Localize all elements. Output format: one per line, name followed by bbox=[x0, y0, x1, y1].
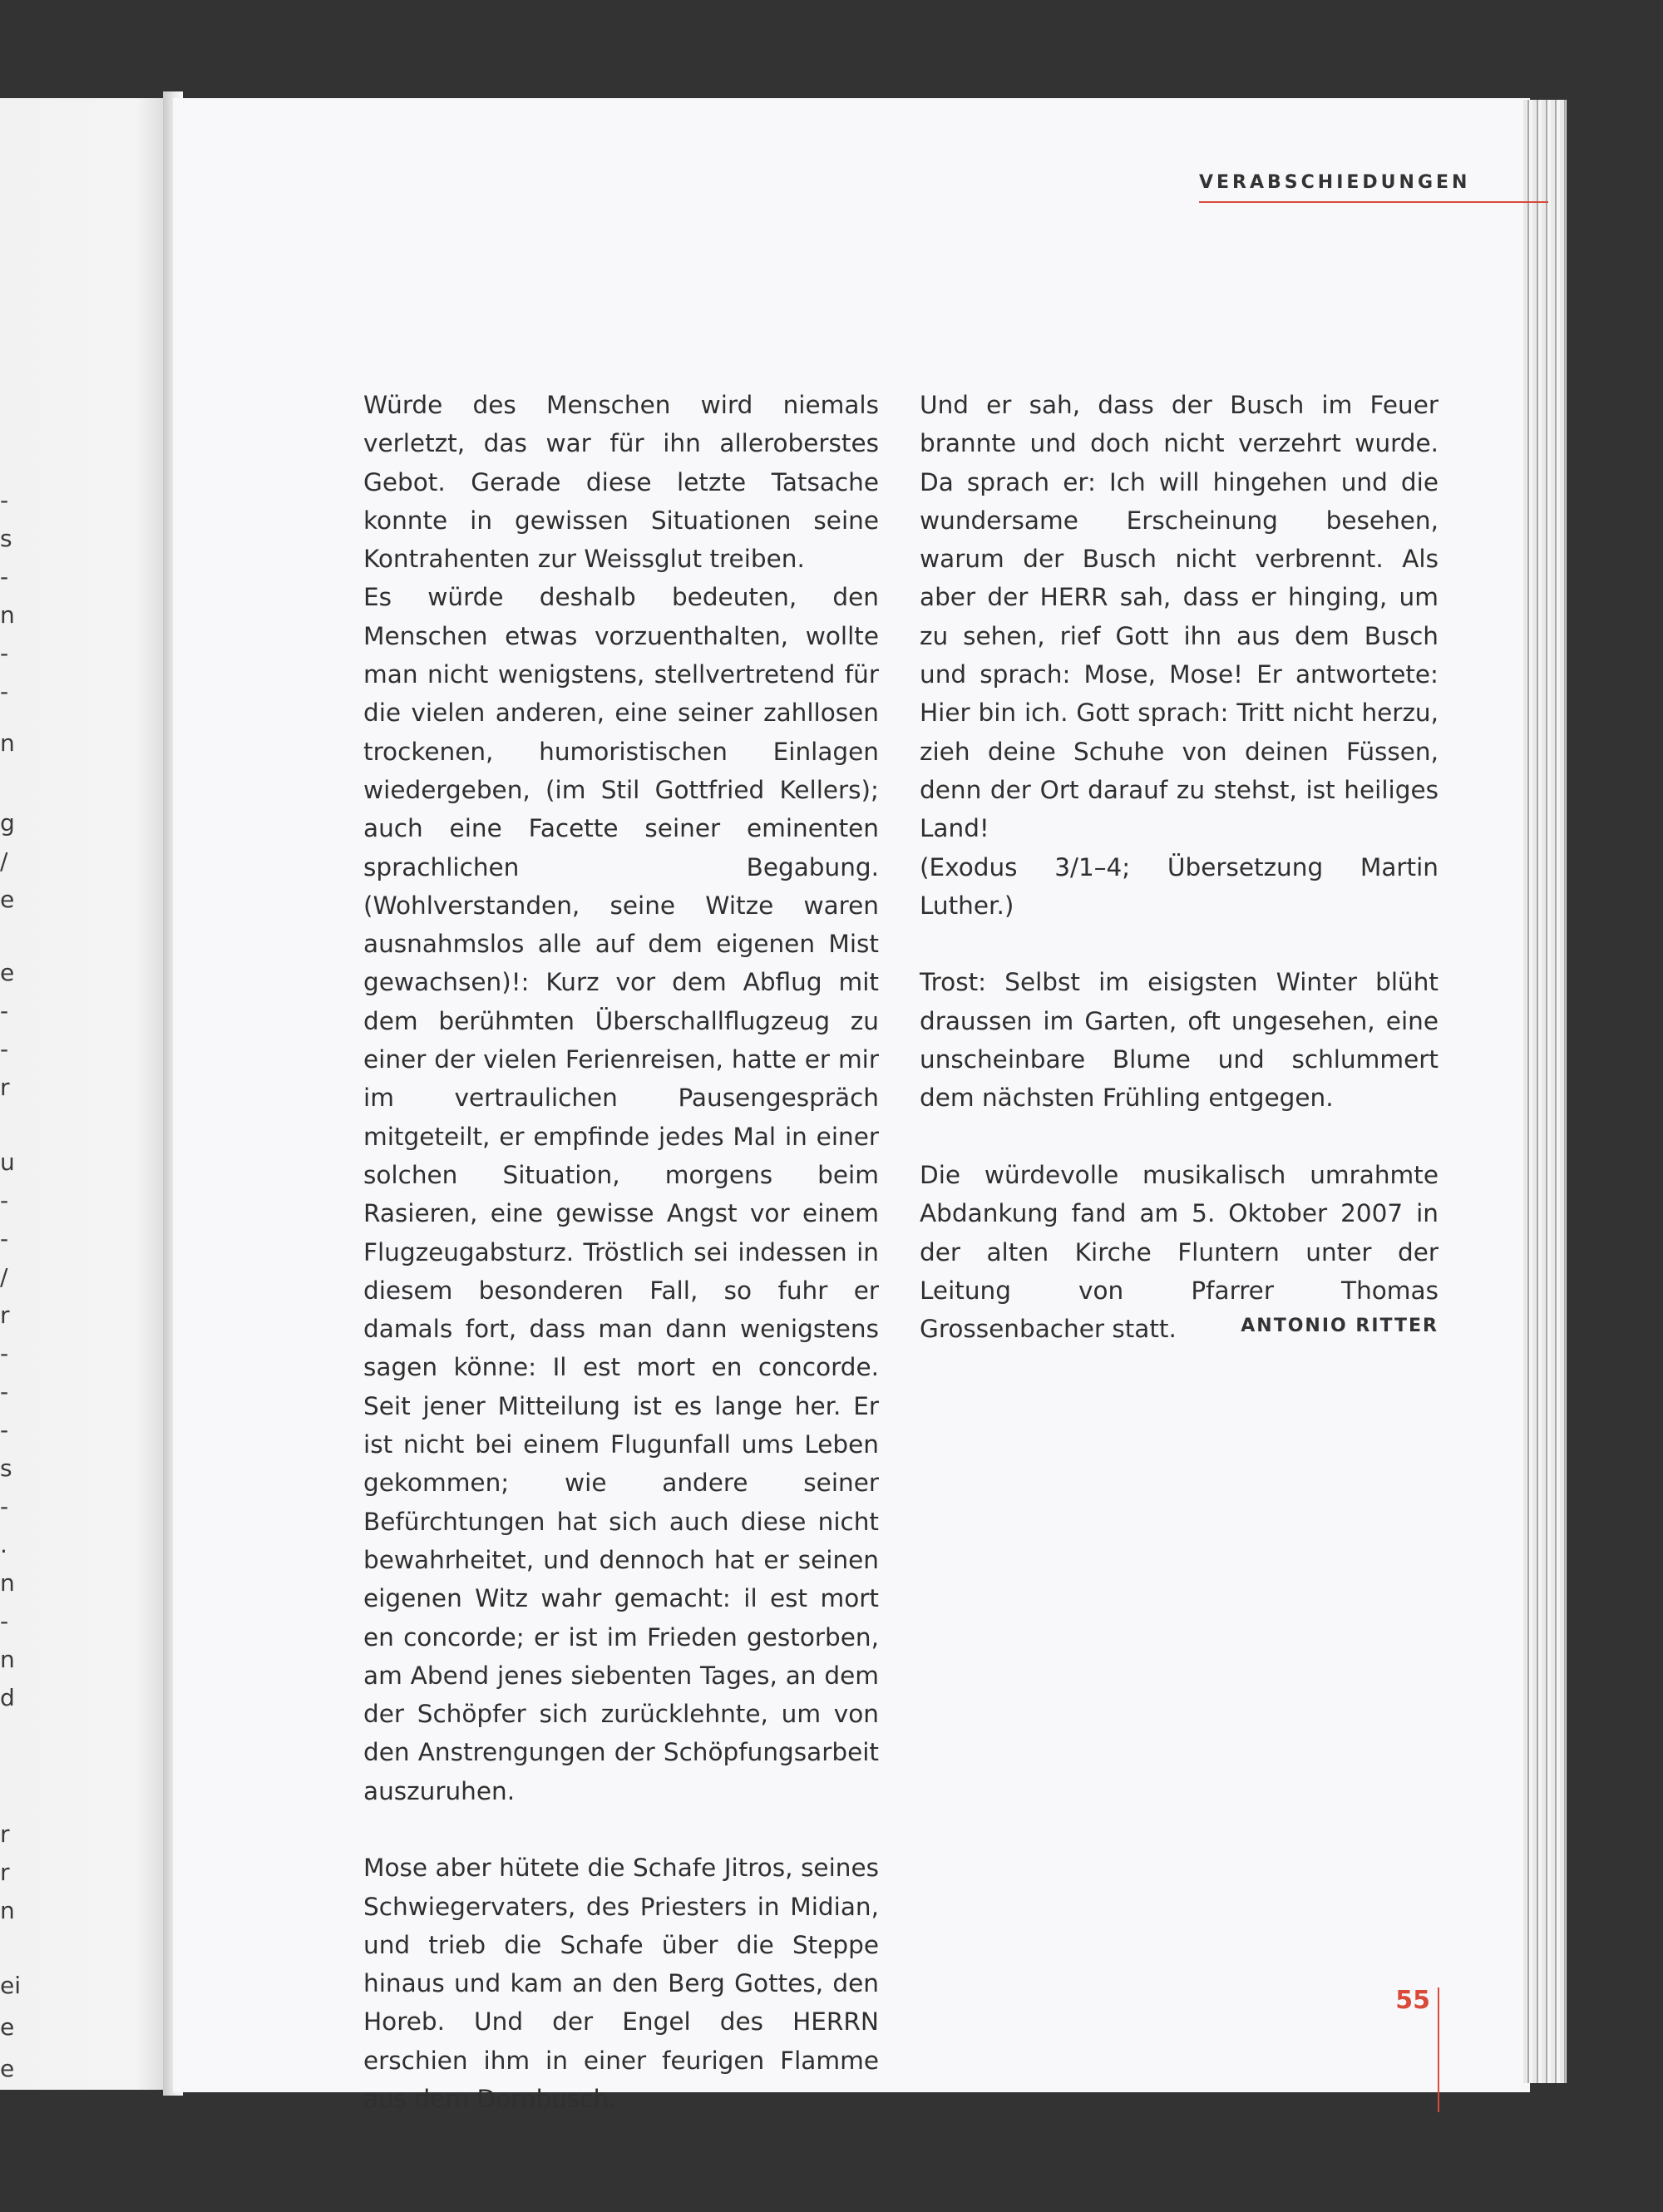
fragment: - bbox=[0, 639, 9, 667]
fragment: e bbox=[0, 2013, 15, 2041]
fragment: - bbox=[0, 1340, 9, 1367]
fragment: r bbox=[0, 1820, 10, 1848]
fragment: n bbox=[0, 729, 15, 757]
fragment: e bbox=[0, 2055, 15, 2082]
fragment: - bbox=[0, 1378, 9, 1405]
fragment: - bbox=[0, 997, 9, 1025]
fragment: - bbox=[0, 1187, 9, 1214]
header-rule bbox=[1199, 201, 1548, 203]
page-number: 55 bbox=[1395, 1986, 1430, 2015]
fragment: s bbox=[0, 1454, 12, 1482]
fragment: - bbox=[0, 1493, 9, 1520]
article-column-right bbox=[920, 386, 1438, 1348]
section-header: VERABSCHIEDUNGEN bbox=[1199, 172, 1471, 193]
fragment: - bbox=[0, 1225, 9, 1252]
page-number-rule bbox=[1438, 1987, 1439, 2112]
paragraph: Trost: Selbst im eisigsten Winter blüht draussen im Garten, oft ungesehen, eine unscheinbare Blume und schlummert dem nächsten Frühling entgegen. bbox=[920, 968, 1438, 1113]
fragment: r bbox=[0, 1859, 10, 1886]
fragment: . bbox=[0, 1531, 7, 1558]
fragment: - bbox=[0, 678, 9, 705]
fragment: - bbox=[0, 1607, 9, 1635]
paragraph: Es würde deshalb bedeuten, den Menschen etwas vorzuenthalten, wollte man nicht wenigstens, stellvertretend für die vielen anderen, eine seiner zahllosen trockenen, humoristischen Einlagen wiedergeben, (im Stil Gottfried Kellers); auch eine Facette seiner eminenten sprachlichen Begabung. (Wohlverstanden, seine Witze waren ausnahmslos alle auf dem eigenen Mist gewachsen)!: Kurz vor dem Abflug mit dem berühmten Überschallflugzeug zu einer der vielen Ferienreisen, hatte er mir im vertraulichen Pausengespräch mitgeteilt, er empfinde jedes Mal in einer solchen Situation, morgens beim Rasieren, eine gewisse Angst vor einem Flugzeugabsturz. Tröstlich sei indessen in diesem besonderen Fall, so fuhr er damals fort, dass man dann wenigstens sagen könne: Il est mort en concorde. Seit jener Mitteilung ist es lange her. Er ist nicht bei einem Flugunfall ums Leben gekommen; wie andere seiner Befürchtungen hat sich auch diese nicht bewahrheitet, und dennoch hat er seinen eigenen Witz wahr gemacht: il est mort en concorde; er ist im Frieden gestorben, am Abend jenes siebenten Tages, an dem der Schöpfer sich zurücklehnte, um von den Anstrengungen der Schöpfungsarbeit auszuruhen. bbox=[363, 583, 879, 1805]
paragraph: Und er sah, dass der Busch im Feuer brannte und doch nicht verzehrt wurde. Da sprach er: Ich will hingehen und die wundersame Erscheinung besehen, warum der Busch nicht verbrennt. Als aber der HERR sah, dass er hinging, um zu sehen, rief Gott ihn aus dem Busch und sprach: Mose, Mose! Er antwortete: Hier bin ich. Gott sprach: Tritt nicht herzu, zieh deine Schuhe von deinen Füssen, denn der Ort darauf zu stehst, ist heiliges Land! bbox=[920, 391, 1438, 843]
fragment: n bbox=[0, 1897, 15, 1924]
fragment: d bbox=[0, 1684, 15, 1711]
fragment: n bbox=[0, 1646, 15, 1673]
fragment: - bbox=[0, 1035, 9, 1063]
page-edges bbox=[1523, 100, 1567, 2083]
fragment: e bbox=[0, 886, 15, 913]
citation: (Exodus 3/1–4; Übersetzung Martin Luther.) bbox=[920, 852, 1438, 920]
fragment: - bbox=[0, 1416, 9, 1444]
fragment: / bbox=[0, 1263, 8, 1291]
fragment: n bbox=[0, 1569, 15, 1597]
fragment: / bbox=[0, 847, 8, 875]
fragment: ei bbox=[0, 1972, 22, 1999]
fragment: r bbox=[0, 1301, 10, 1329]
author-signature: ANTONIO RITTER bbox=[1241, 1316, 1438, 1336]
fragment: s bbox=[0, 525, 12, 552]
fragment: r bbox=[0, 1074, 10, 1101]
fragment: - bbox=[0, 563, 9, 590]
fragment: e bbox=[0, 959, 15, 986]
article-column-left bbox=[363, 386, 879, 2118]
fragment: u bbox=[0, 1148, 15, 1176]
fragment: - bbox=[0, 486, 9, 514]
fragment: g bbox=[0, 809, 15, 837]
paragraph: Die würdevolle musikalisch umrahmte Abdankung fand am 5. Oktober 2007 in der alten Kirche Fluntern unter der Leitung von Pfarrer Thomas Grossenbacher statt. bbox=[920, 1160, 1438, 1344]
paragraph: Mose aber hütete die Schafe Jitros, seines Schwiegervaters, des Priesters in Midian, und trieb die Schafe über die Steppe hinaus und kam an den Berg Gottes, den Horeb. Und der Engel des HERRN erschien ihm in einer feurigen Flamme aus dem Dornbusch. bbox=[363, 1854, 879, 2114]
paragraph: Würde des Menschen wird niemals verletzt, das war für ihn alleroberstes Gebot. Gerade diese letzte Tatsache konnte in gewissen Situationen seine Kontrahenten zur Weissglut treiben. bbox=[363, 391, 879, 574]
fragment: n bbox=[0, 601, 15, 629]
left-page bbox=[0, 98, 170, 2090]
